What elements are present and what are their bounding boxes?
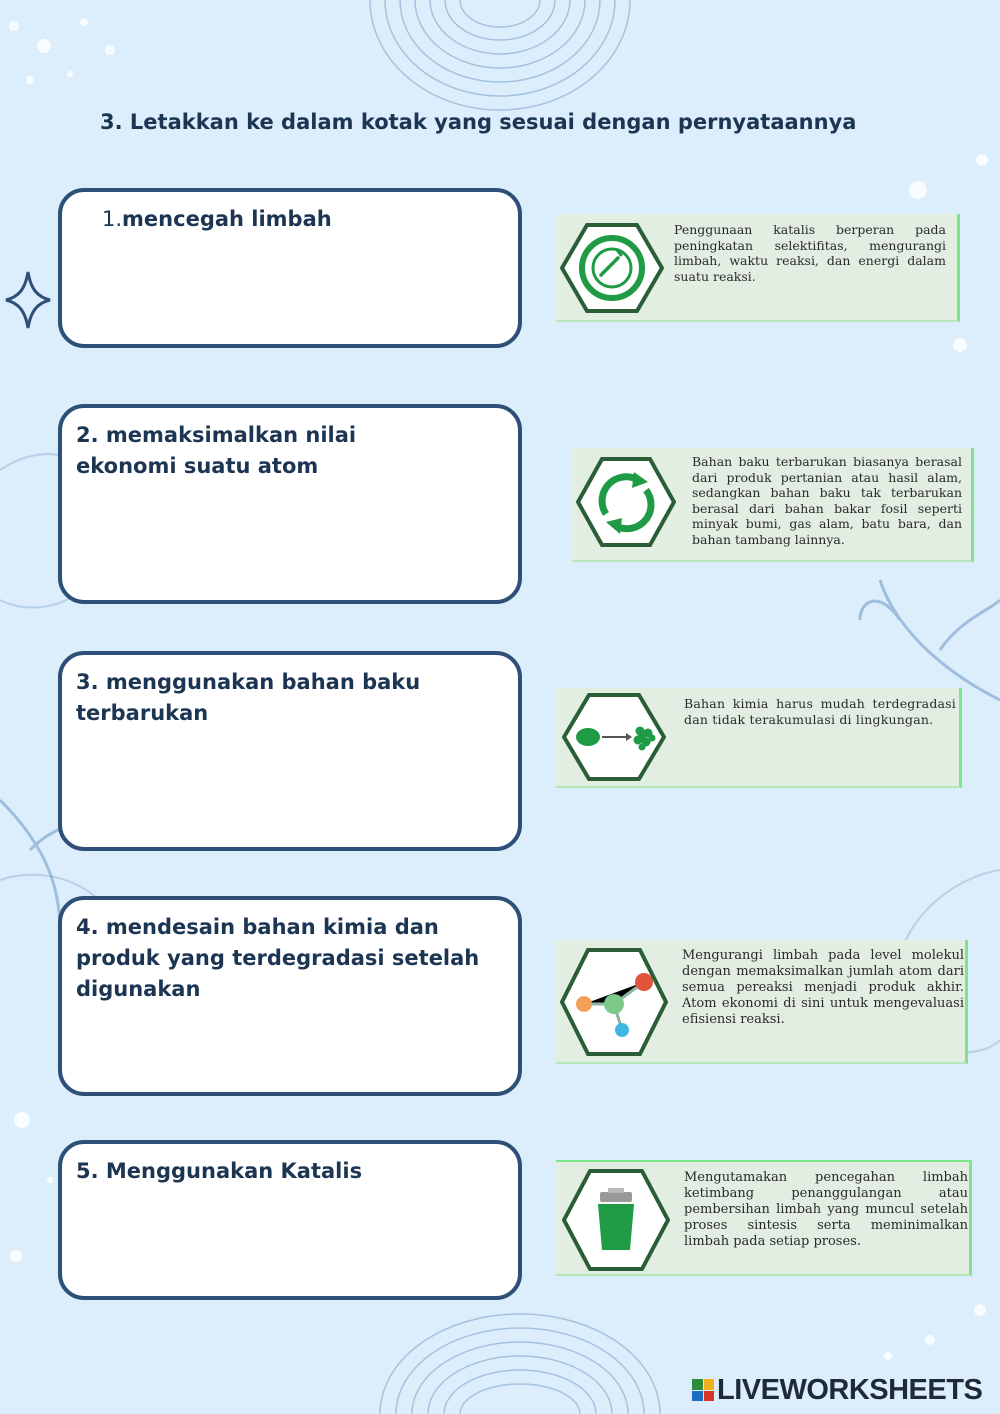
answer-number: 1. [102,207,123,231]
statement-card-catalyst[interactable] [556,214,960,322]
brand-mark [692,1379,714,1401]
card-text: Bahan kimia harus mudah terdegradasi dan tidak terakumulasi di lingkungan. [684,696,956,727]
answer-box-4[interactable] [58,896,522,1096]
answer-box-1[interactable] [58,188,522,348]
recycle-icon [576,456,676,548]
statement-card-renewable[interactable] [572,448,974,562]
trash-bin-icon [562,1168,670,1272]
gauge-icon [560,222,664,314]
statement-card-atom-economy[interactable] [556,940,968,1064]
answer-label: 3. menggunakan bahan baku terbarukan [76,670,421,725]
card-text: Mengutamakan pencegahan limbah ketimbang penanggulangan atau pembersihan limbah yang muncul setelah proses sintesis serta meminimalkan limbah pada setiap proses. [684,1170,968,1249]
sparkle-icon [6,272,50,328]
answer-label: mencegah limbah [122,207,332,231]
brand-name: LIVEWORKSHEETS [717,1373,983,1406]
statement-card-prevention[interactable] [556,1160,972,1276]
liveworksheets-logo [692,1372,982,1408]
card-text: Mengurangi limbah pada level molekul dengan memaksimalkan jumlah atom dari semua pereaksi menjadi produk akhir. Atom ekonomi di sini untuk mengevaluasi efisiensi reaksi. [682,948,964,1027]
card-text: Bahan baku terbarukan biasanya berasal dari produk pertanian atau hasil alam, sedangkan bahan baku tak terbarukan berasal dari bahan bakar fosil seperti minyak bumi, gas alam, batu bara, dan bahan tambang lainnya. [692,454,962,547]
card-text: Penggunaan katalis berperan pada peningkatan selektifitas, mengurangi limbah, waktu reaksi, dan energi dalam suatu reaksi. [674,222,946,284]
answer-box-2[interactable] [58,404,522,604]
answer-label: 5. Menggunakan Katalis [76,1159,363,1183]
statement-card-degradable[interactable] [556,688,962,788]
answer-label: 2. memaksimalkan nilai ekonomi suatu atom [76,423,357,478]
molecule-icon [560,946,668,1058]
page-title: 3. Letakkan ke dalam kotak yang sesuai dengan pernyataannya [100,110,857,134]
answer-box-3[interactable] [58,651,522,851]
degradation-icon [562,692,666,782]
answer-box-5[interactable] [58,1140,522,1300]
answer-label: 4. mendesain bahan kimia dan produk yang terdegradasi setelah digunakan [76,915,480,1001]
